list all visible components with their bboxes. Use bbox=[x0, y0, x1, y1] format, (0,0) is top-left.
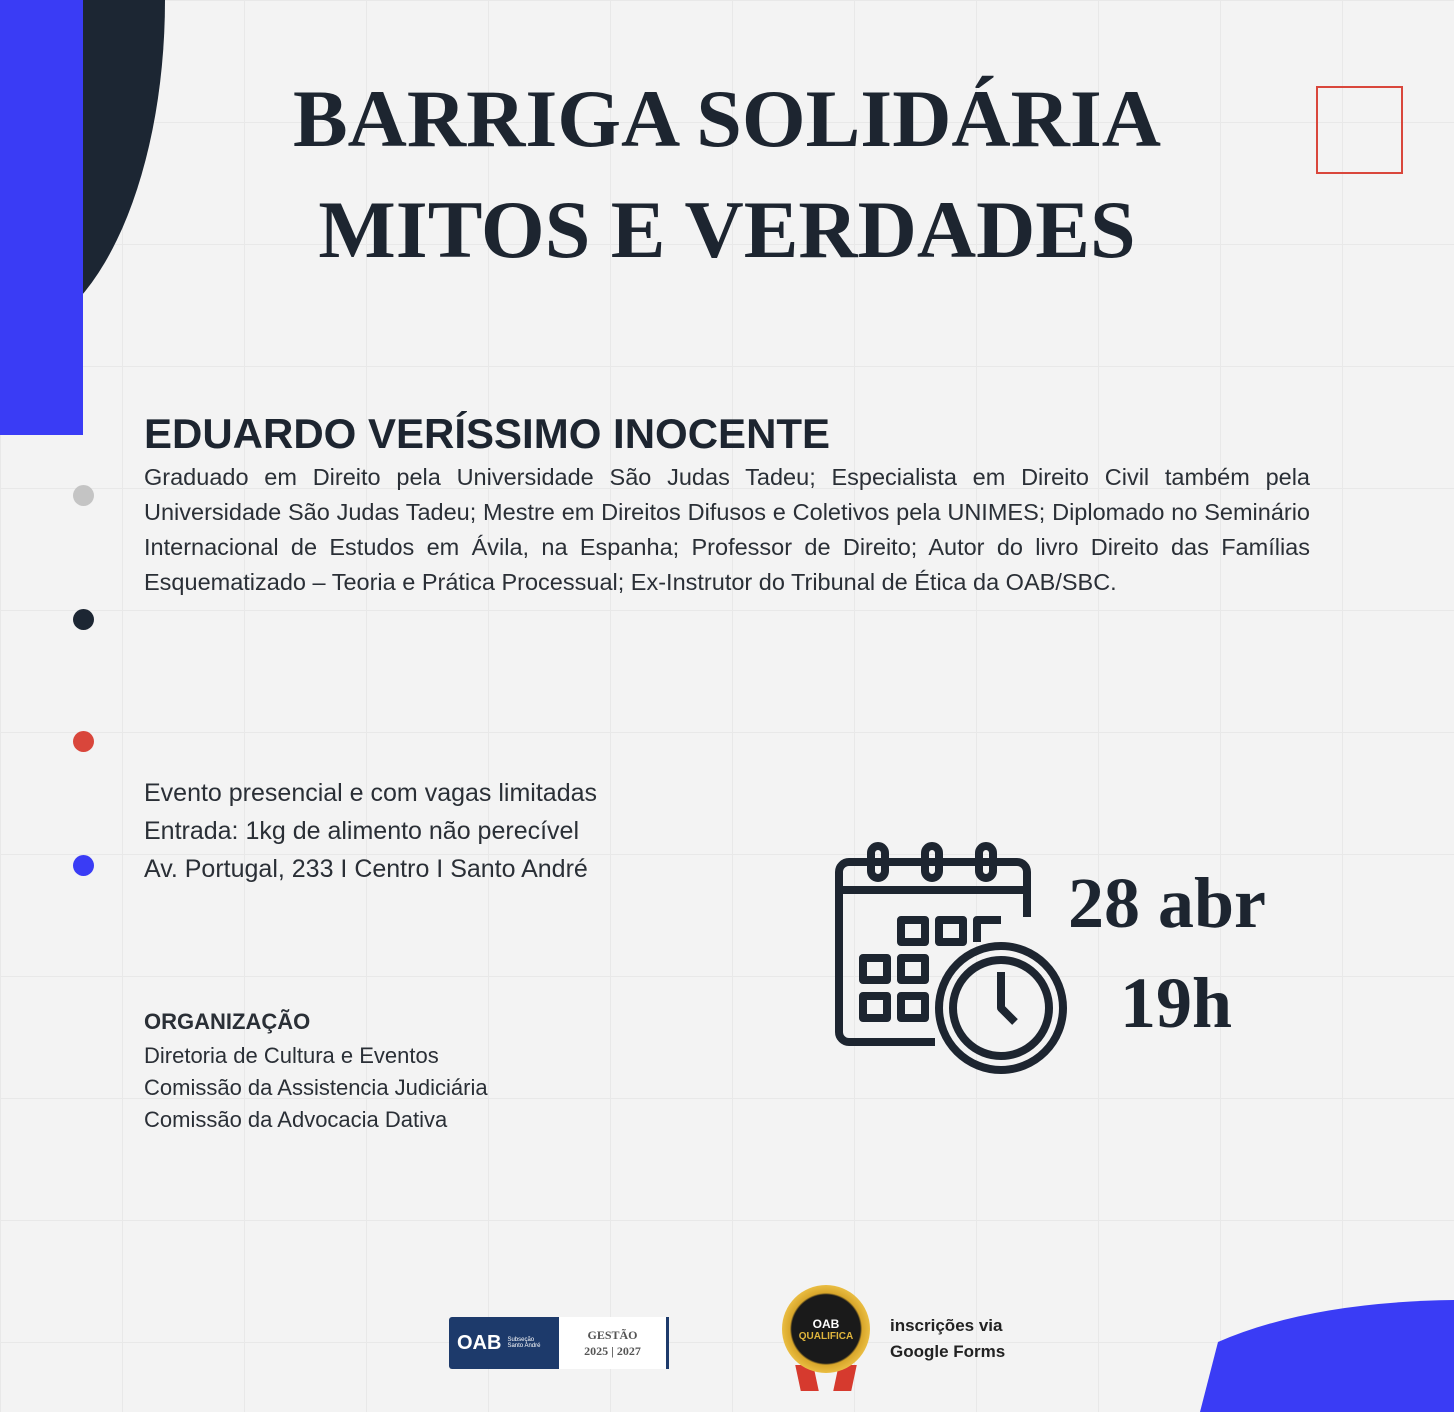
info-line: Av. Portugal, 233 I Centro I Santo André bbox=[144, 855, 588, 883]
event-date: 28 abr bbox=[1068, 863, 1266, 943]
organization-item: Diretoria de Cultura e Eventos bbox=[144, 1043, 439, 1068]
calendar-clock-icon bbox=[835, 842, 1070, 1077]
organization-item: Comissão da Advocacia Dativa bbox=[144, 1107, 448, 1132]
qualifica-seal bbox=[782, 1285, 870, 1373]
organization-heading: ORGANIZAÇÃO bbox=[144, 1009, 311, 1034]
gestao-years: 2025 | 2027 bbox=[584, 1344, 641, 1358]
speaker-bio: Graduado em Direito pela Universidade São Judas Tadeu; Especialista em Direito Civil também pela Universidade São Judas Tadeu; Mestre em Direitos Difusos e Coletivos pela UNIMES; Diplomado no Seminário Internacional de Estudos em Ávila, na Espanha; Professor de Direito; Autor do livro Direito das Famílias Esquematizado – Teoria e Prática Processual; Ex-Instrutor do Tribunal de Ética da OAB/SBC. bbox=[144, 464, 1310, 595]
gestao-label: GESTÃO bbox=[587, 1328, 638, 1342]
seal-text: QUALIFICA bbox=[798, 1330, 854, 1342]
title-line-1: BARRIGA SOLIDÁRIA bbox=[292, 73, 1161, 164]
oab-subsection-text: Subseção Santo André bbox=[507, 1337, 541, 1349]
decorative-corner-shape bbox=[1200, 1300, 1454, 1412]
timeline-dot bbox=[73, 485, 94, 506]
registration-label: inscrições via bbox=[890, 1316, 1003, 1335]
info-line: Entrada: 1kg de alimento não perecível bbox=[144, 817, 579, 845]
organization-item: Comissão da Assistencia Judiciária bbox=[144, 1075, 488, 1100]
speaker-name: EDUARDO VERÍSSIMO INOCENTE bbox=[144, 410, 831, 457]
event-time: 19h bbox=[1120, 963, 1233, 1043]
oab-gestao-logo bbox=[449, 1317, 669, 1369]
registration-info bbox=[890, 1313, 1005, 1365]
timeline-dot bbox=[73, 731, 94, 752]
timeline-dot bbox=[73, 855, 94, 876]
timeline-dot bbox=[73, 609, 94, 630]
title-line-2: MITOS E VERDADES bbox=[318, 184, 1136, 275]
seal-oab-text: OAB bbox=[812, 1316, 840, 1331]
info-line: Evento presencial e com vagas limitadas bbox=[144, 779, 598, 807]
oab-logo-text: OAB bbox=[457, 1331, 502, 1354]
registration-via: Google Forms bbox=[890, 1342, 1006, 1361]
